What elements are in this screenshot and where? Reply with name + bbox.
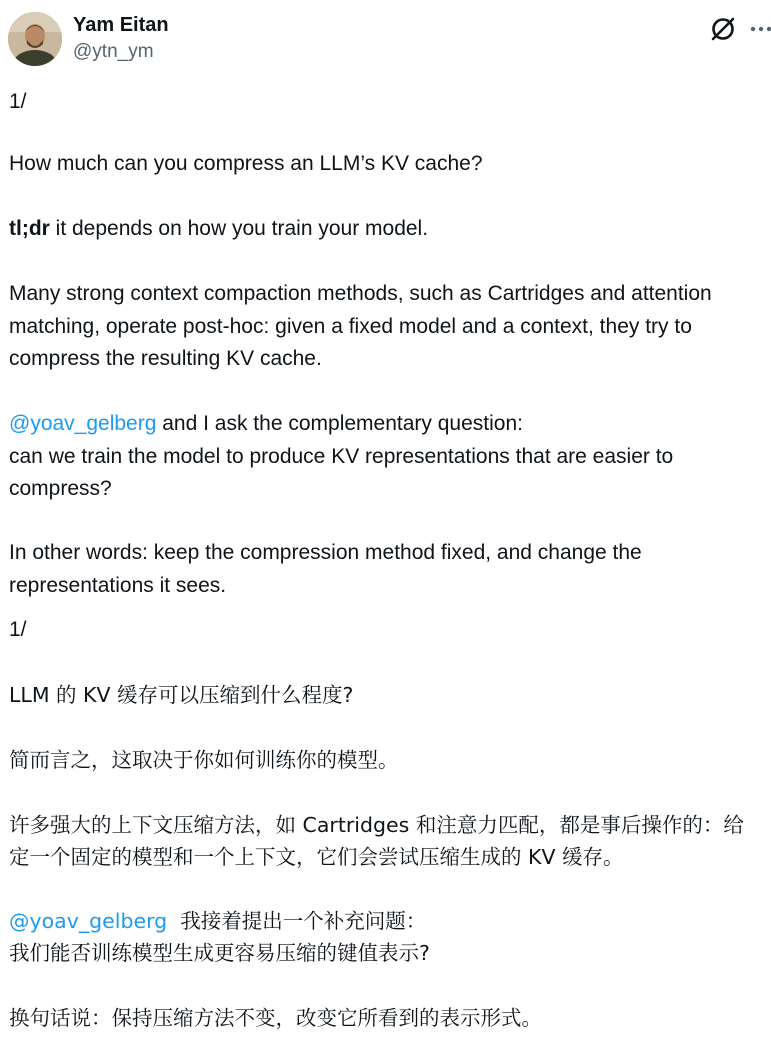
english-methods-paragraph: Many strong context compaction methods, such as Cartridges and attention matching, operate post-hoc: given a fixed model and a context, they try to compress the resulting KV cache.	[9, 282, 718, 370]
english-question2: can we train the model to produce KV representations that are easier to compress?	[9, 444, 680, 500]
chinese-question2: 我们能否训练模型生成更容易压缩的键值表示?	[9, 941, 430, 965]
tldr-text: it depends on how you train your model.	[49, 217, 429, 240]
chinese-methods-paragraph: 许多强大的上下文压缩方法，如 Cartridges 和注意力匹配，都是事后操作的：给定一个固定的模型和一个上下文，它们会尝试压缩生成的 KV 缓存。	[9, 813, 744, 869]
mention-suffix: 我接着提出一个补充问题：	[167, 909, 427, 933]
mention-link[interactable]: @yoav_gelberg	[9, 412, 157, 435]
chinese-other-paragraph: 换句话说：保持压缩方法不变，改变它所看到的表示形式。	[9, 1006, 542, 1030]
mention-link[interactable]: @yoav_gelberg	[9, 909, 168, 933]
english-question: How much can you compress an LLM’s KV cache?	[9, 152, 483, 175]
english-mention-line	[9, 408, 759, 441]
english-tldr	[9, 213, 759, 246]
more-icon[interactable]	[748, 14, 771, 44]
chinese-tldr: 简而言之，这取决于你如何训练你的模型。	[9, 748, 399, 772]
chinese-line-number: 1/	[9, 618, 27, 641]
english-other-paragraph: In other words: keep the compression method fixed, and change the representations it sees.	[9, 541, 648, 597]
tldr-label: tl;dr	[9, 217, 50, 240]
author-handle[interactable]: @ytn_ym	[73, 41, 154, 62]
english-line-number: 1/	[9, 90, 27, 113]
chinese-mention-line	[9, 905, 759, 937]
grok-icon[interactable]	[708, 14, 738, 44]
tweet-header	[8, 10, 768, 68]
chinese-question: LLM 的 KV 缓存可以压缩到什么程度?	[9, 683, 354, 707]
author-name[interactable]: Yam Eitan	[73, 14, 169, 36]
mention-suffix: and I ask the complementary question:	[156, 412, 523, 435]
avatar[interactable]	[8, 12, 62, 66]
